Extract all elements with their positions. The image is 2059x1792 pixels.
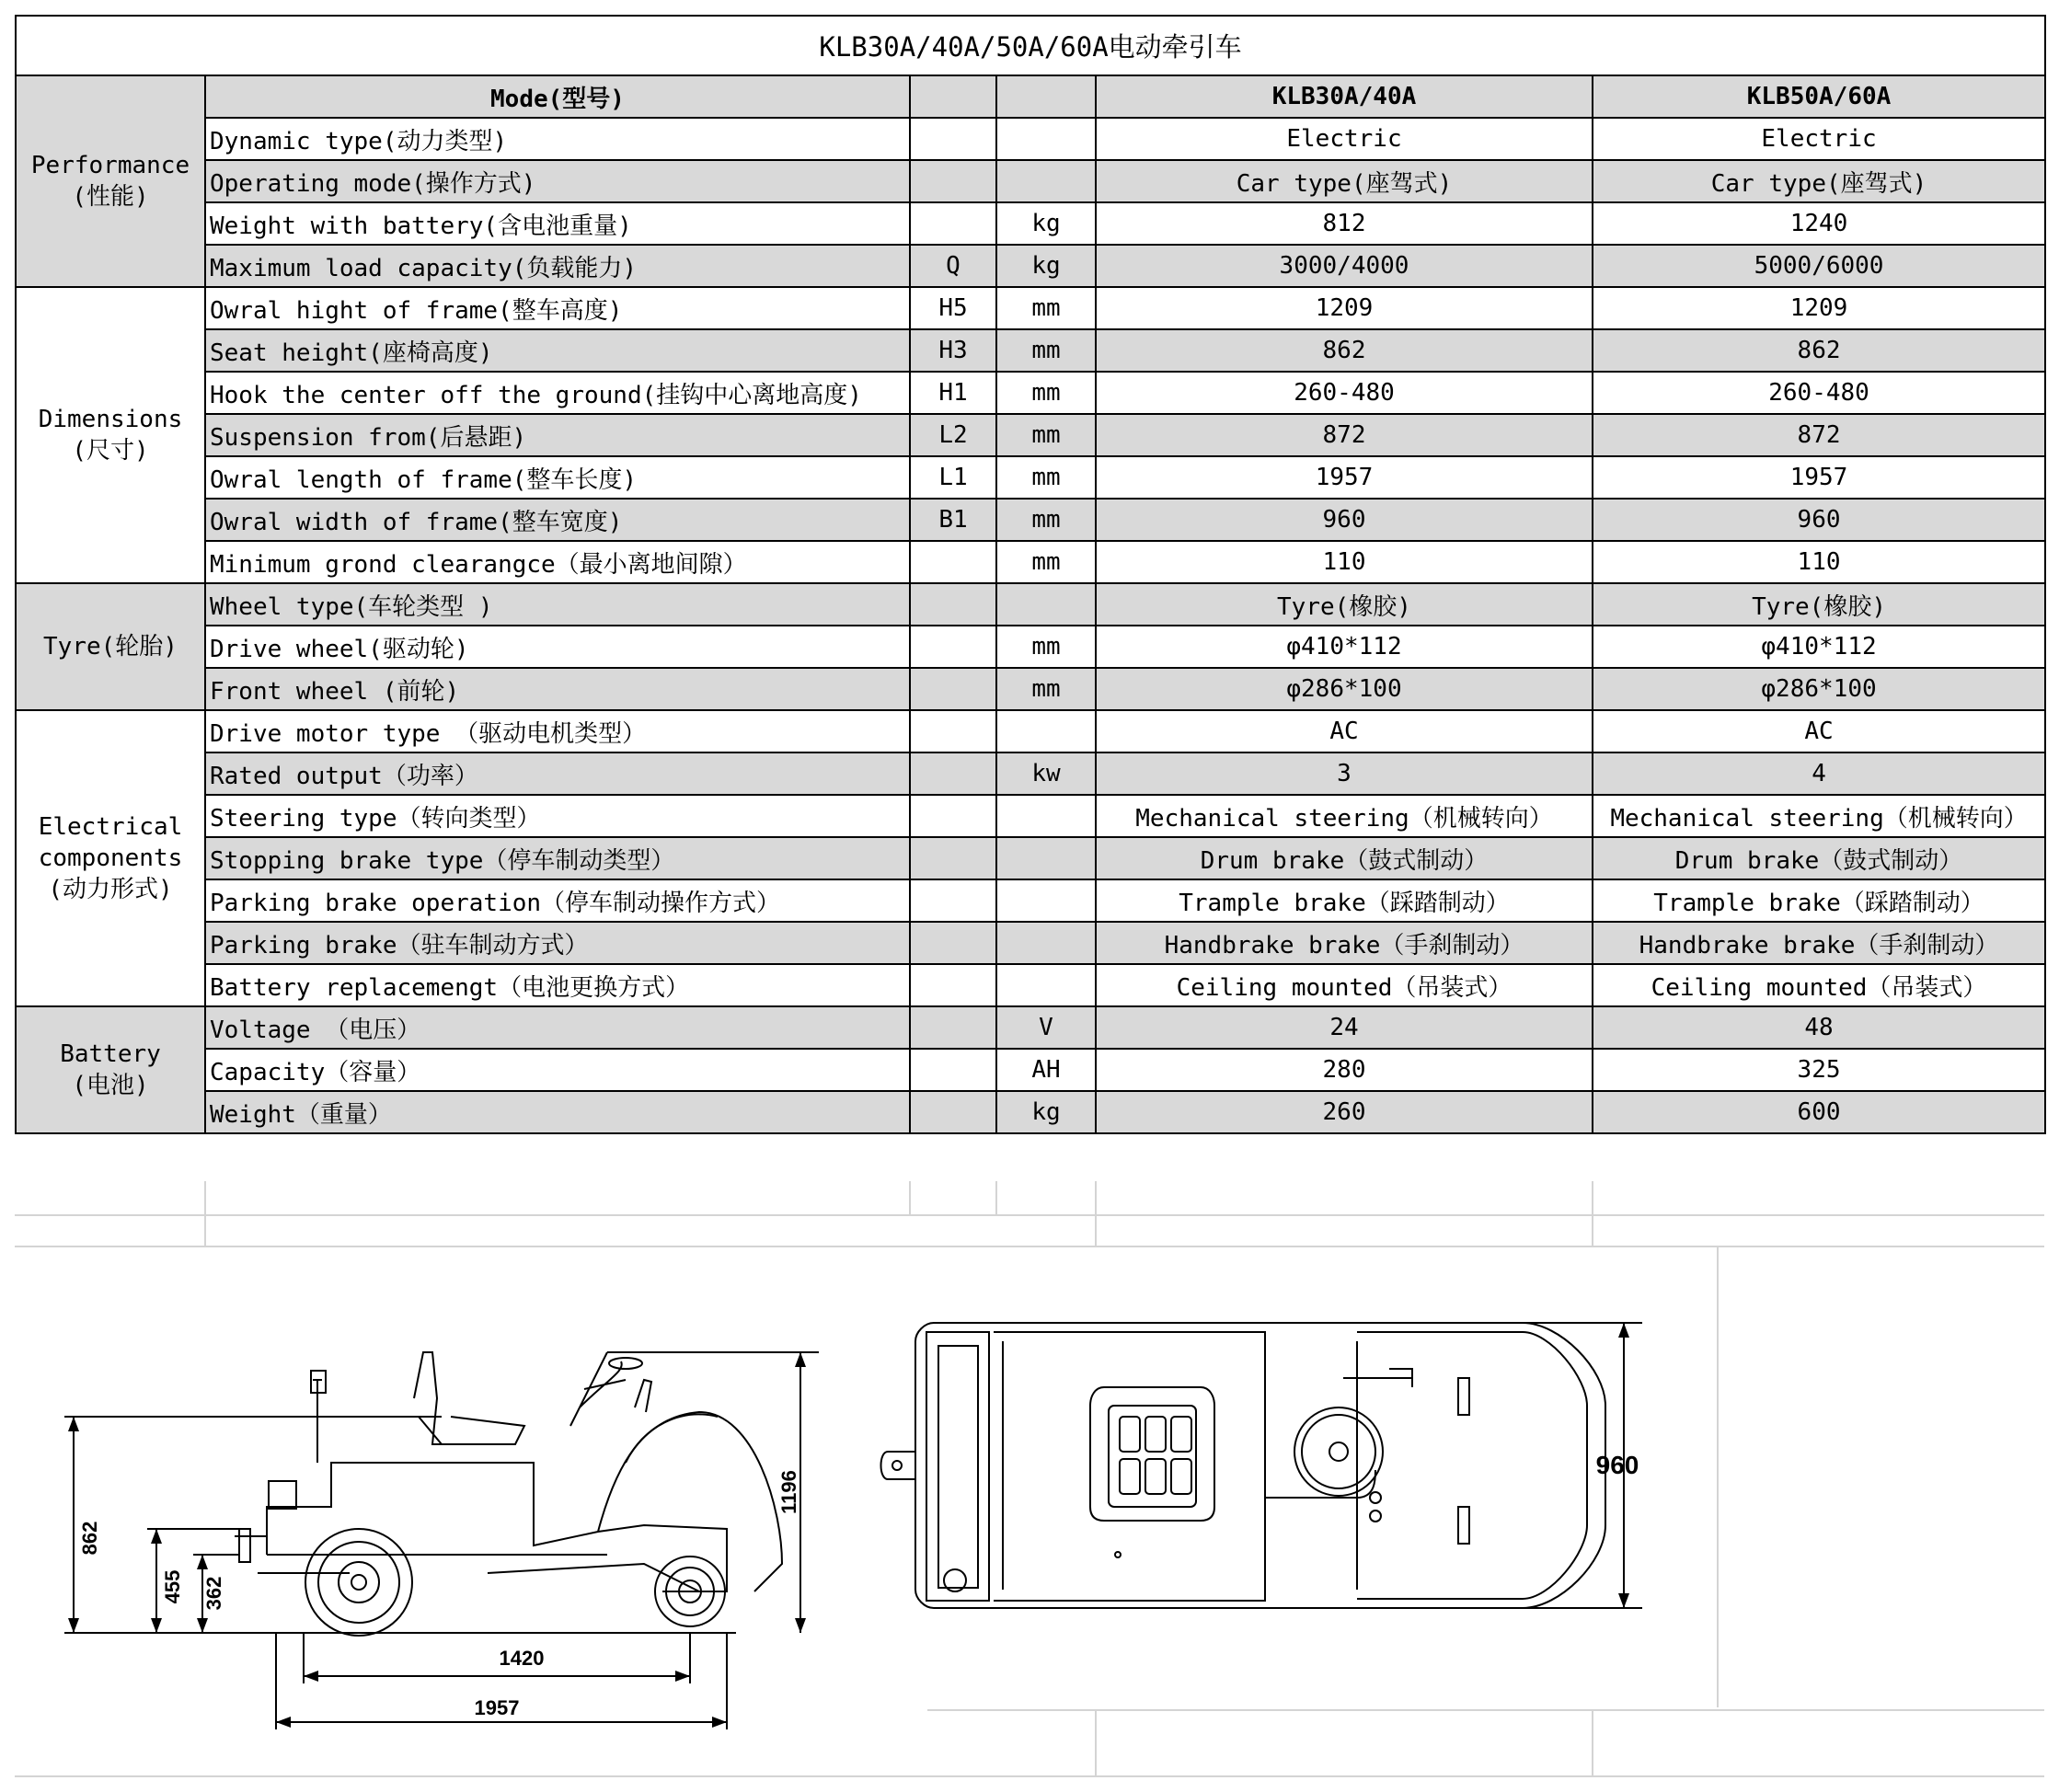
row-label: Seat height(座椅高度): [205, 329, 910, 372]
row-symbol: [910, 922, 996, 964]
spec-row: [16, 922, 2045, 964]
dim-hook-height: 455: [161, 1569, 184, 1604]
row-unit: kg: [996, 202, 1096, 245]
row-value-b: 862: [1593, 329, 2045, 372]
row-symbol: [910, 202, 996, 245]
row-value-a: 110: [1096, 541, 1593, 583]
spec-row: [16, 160, 2045, 202]
row-label: Drive wheel(驱动轮): [205, 626, 910, 668]
row-label: Battery replacemengt（电池更换方式）: [205, 964, 910, 1006]
spec-row: [16, 626, 2045, 668]
spec-row: [16, 964, 2045, 1006]
row-unit: mm: [996, 626, 1096, 668]
spec-row: [16, 752, 2045, 795]
row-value-a: 1209: [1096, 287, 1593, 329]
row-value-b: Mechanical steering（机械转向）: [1593, 795, 2045, 837]
row-symbol: [910, 541, 996, 583]
row-symbol: [910, 118, 996, 160]
row-unit: mm: [996, 668, 1096, 710]
dim-wheelbase: 1420: [499, 1647, 545, 1670]
spec-row: [16, 372, 2045, 414]
row-symbol: Q: [910, 245, 996, 287]
grid-line: [995, 1181, 997, 1216]
row-value-b: 48: [1593, 1006, 2045, 1049]
row-value-a: Car type(座驾式): [1096, 160, 1593, 202]
title-row: [16, 16, 2045, 75]
row-value-a: Electric: [1096, 118, 1593, 160]
row-value-a: Mechanical steering（机械转向）: [1096, 795, 1593, 837]
row-unit: [996, 879, 1096, 922]
row-value-b: 1957: [1593, 456, 2045, 499]
row-label: Front wheel (前轮): [205, 668, 910, 710]
row-symbol: [910, 1049, 996, 1091]
row-label: Minimum grond clearangce（最小离地间隙）: [205, 541, 910, 583]
row-value-a: AC: [1096, 710, 1593, 752]
row-value-a: 1957: [1096, 456, 1593, 499]
row-value-b: Trample brake（踩踏制动）: [1593, 879, 2045, 922]
section-tyre: Tyre(轮胎): [16, 583, 205, 710]
row-label: Parking brake operation（停车制动操作方式）: [205, 879, 910, 922]
row-value-a: Trample brake（踩踏制动）: [1096, 879, 1593, 922]
spec-row: [16, 287, 2045, 329]
spec-row: [16, 456, 2045, 499]
row-symbol: [910, 160, 996, 202]
row-symbol: H3: [910, 329, 996, 372]
dim-seat-height: 862: [78, 1521, 101, 1556]
row-value-b: 1240: [1593, 202, 2045, 245]
row-value-b: 960: [1593, 499, 2045, 541]
row-label: Operating mode(操作方式): [205, 160, 910, 202]
row-value-b: AC: [1593, 710, 2045, 752]
row-value-b: Car type(座驾式): [1593, 160, 2045, 202]
row-value-b: 1209: [1593, 287, 2045, 329]
row-unit: mm: [996, 541, 1096, 583]
row-value-a: 260: [1096, 1091, 1593, 1133]
row-unit: [996, 160, 1096, 202]
spec-row: [16, 1049, 2045, 1091]
row-unit: [996, 964, 1096, 1006]
spec-row: [16, 837, 2045, 879]
row-label: Stopping brake type（停车制动类型）: [205, 837, 910, 879]
row-value-b: Electric: [1593, 118, 2045, 160]
row-value-a: 260-480: [1096, 372, 1593, 414]
row-symbol: [910, 1006, 996, 1049]
grid-line: [1095, 1711, 1097, 1775]
row-value-b: Ceiling mounted（吊装式）: [1593, 964, 2045, 1006]
grid-line: [15, 1214, 2044, 1216]
top-view-drawing: [879, 1314, 1670, 1626]
row-value-b: 260-480: [1593, 372, 2045, 414]
row-value-a: Drum brake（鼓式制动）: [1096, 837, 1593, 879]
spec-row: [16, 499, 2045, 541]
row-value-b: Tyre(橡胶): [1593, 583, 2045, 626]
spec-row: [16, 329, 2045, 372]
row-value-a: 3000/4000: [1096, 245, 1593, 287]
row-symbol: [910, 837, 996, 879]
row-value-b: Handbrake brake（手刹制动）: [1593, 922, 2045, 964]
row-symbol: L2: [910, 414, 996, 456]
section-dimensions: Dimensions (尺寸): [16, 287, 205, 583]
grid-line: [1717, 1247, 1719, 1707]
row-value-b: 5000/6000: [1593, 245, 2045, 287]
dim-overall-height: 1196: [777, 1470, 800, 1514]
row-label: Capacity（容量）: [205, 1049, 910, 1091]
row-value-b: 4: [1593, 752, 2045, 795]
dim-hook-center: 362: [202, 1576, 225, 1611]
row-label: Hook the center off the ground(挂钩中心离地高度): [205, 372, 910, 414]
section-battery: Battery (电池): [16, 1006, 205, 1133]
row-label: Owral hight of frame(整车高度): [205, 287, 910, 329]
row-unit: mm: [996, 499, 1096, 541]
row-label: Steering type（转向类型）: [205, 795, 910, 837]
spec-row: [16, 414, 2045, 456]
row-unit: mm: [996, 456, 1096, 499]
row-value-a: Ceiling mounted（吊装式）: [1096, 964, 1593, 1006]
row-value-b: φ286*100: [1593, 668, 2045, 710]
row-unit: V: [996, 1006, 1096, 1049]
row-value-a: 24: [1096, 1006, 1593, 1049]
row-unit: mm: [996, 414, 1096, 456]
row-symbol: H5: [910, 287, 996, 329]
row-label: Owral length of frame(整车长度): [205, 456, 910, 499]
row-label: Weight with battery(含电池重量): [205, 202, 910, 245]
side-view-drawing: [55, 1325, 846, 1748]
row-symbol: [910, 795, 996, 837]
spec-row: [16, 541, 2045, 583]
row-unit: [996, 795, 1096, 837]
row-symbol: B1: [910, 499, 996, 541]
row-label: Rated output（功率）: [205, 752, 910, 795]
row-value-a: 812: [1096, 202, 1593, 245]
header-symbol: [910, 75, 996, 118]
row-value-b: 600: [1593, 1091, 2045, 1133]
row-unit: AH: [996, 1049, 1096, 1091]
row-label: Wheel type(车轮类型 ): [205, 583, 910, 626]
row-value-b: Drum brake（鼓式制动）: [1593, 837, 2045, 879]
row-label: Dynamic type(动力类型): [205, 118, 910, 160]
header-model-a: KLB30A/40A: [1096, 75, 1593, 118]
row-symbol: [910, 668, 996, 710]
row-value-a: 280: [1096, 1049, 1593, 1091]
section-performance: Performance (性能): [16, 75, 205, 287]
row-unit: [996, 583, 1096, 626]
sheet-title: KLB30A/40A/50A/60A电动牵引车: [16, 16, 2045, 75]
row-value-b: 872: [1593, 414, 2045, 456]
row-unit: [996, 710, 1096, 752]
row-unit: mm: [996, 287, 1096, 329]
spec-row: [16, 668, 2045, 710]
dim-overall-width: 960: [1595, 1451, 1639, 1479]
row-value-b: φ410*112: [1593, 626, 2045, 668]
row-label: Drive motor type （驱动电机类型）: [205, 710, 910, 752]
row-value-a: 960: [1096, 499, 1593, 541]
spec-row: [16, 879, 2045, 922]
row-value-b: 110: [1593, 541, 2045, 583]
row-symbol: [910, 879, 996, 922]
spec-row: [16, 795, 2045, 837]
spec-table: [15, 15, 2046, 1134]
row-label: Voltage （电压）: [205, 1006, 910, 1049]
header-row: [16, 75, 2045, 118]
row-unit: mm: [996, 329, 1096, 372]
grid-line: [909, 1181, 911, 1216]
row-symbol: [910, 583, 996, 626]
grid-line: [1592, 1711, 1593, 1775]
row-label: Owral width of frame(整车宽度): [205, 499, 910, 541]
row-label: Weight（重量）: [205, 1091, 910, 1133]
section-electrical: Electrical components (动力形式): [16, 710, 205, 1006]
row-value-a: 872: [1096, 414, 1593, 456]
row-unit: mm: [996, 372, 1096, 414]
row-label: Suspension from(后悬距): [205, 414, 910, 456]
row-unit: [996, 922, 1096, 964]
row-symbol: [910, 752, 996, 795]
row-symbol: [910, 964, 996, 1006]
row-value-a: φ410*112: [1096, 626, 1593, 668]
row-unit: kw: [996, 752, 1096, 795]
spec-row: [16, 583, 2045, 626]
row-value-b: 325: [1593, 1049, 2045, 1091]
row-symbol: [910, 710, 996, 752]
grid-line: [15, 1775, 2044, 1777]
spec-row: [16, 1091, 2045, 1133]
row-value-a: 3: [1096, 752, 1593, 795]
spec-row: [16, 710, 2045, 752]
dim-overall-length: 1957: [474, 1696, 520, 1719]
spec-row: [16, 1006, 2045, 1049]
row-unit: [996, 118, 1096, 160]
row-unit: [996, 837, 1096, 879]
row-unit: kg: [996, 245, 1096, 287]
header-unit: [996, 75, 1096, 118]
row-symbol: H1: [910, 372, 996, 414]
row-symbol: [910, 1091, 996, 1133]
spec-row: [16, 245, 2045, 287]
row-label: Maximum load capacity(负载能力): [205, 245, 910, 287]
header-mode: Mode(型号): [205, 75, 910, 118]
row-symbol: L1: [910, 456, 996, 499]
row-value-a: Tyre(橡胶): [1096, 583, 1593, 626]
row-value-a: φ286*100: [1096, 668, 1593, 710]
row-symbol: [910, 626, 996, 668]
row-value-a: 862: [1096, 329, 1593, 372]
row-value-a: Handbrake brake（手刹制动）: [1096, 922, 1593, 964]
row-unit: kg: [996, 1091, 1096, 1133]
row-label: Parking brake（驻车制动方式）: [205, 922, 910, 964]
grid-line: [15, 1246, 2044, 1247]
header-model-b: KLB50A/60A: [1593, 75, 2045, 118]
spec-row: [16, 118, 2045, 160]
spec-row: [16, 202, 2045, 245]
